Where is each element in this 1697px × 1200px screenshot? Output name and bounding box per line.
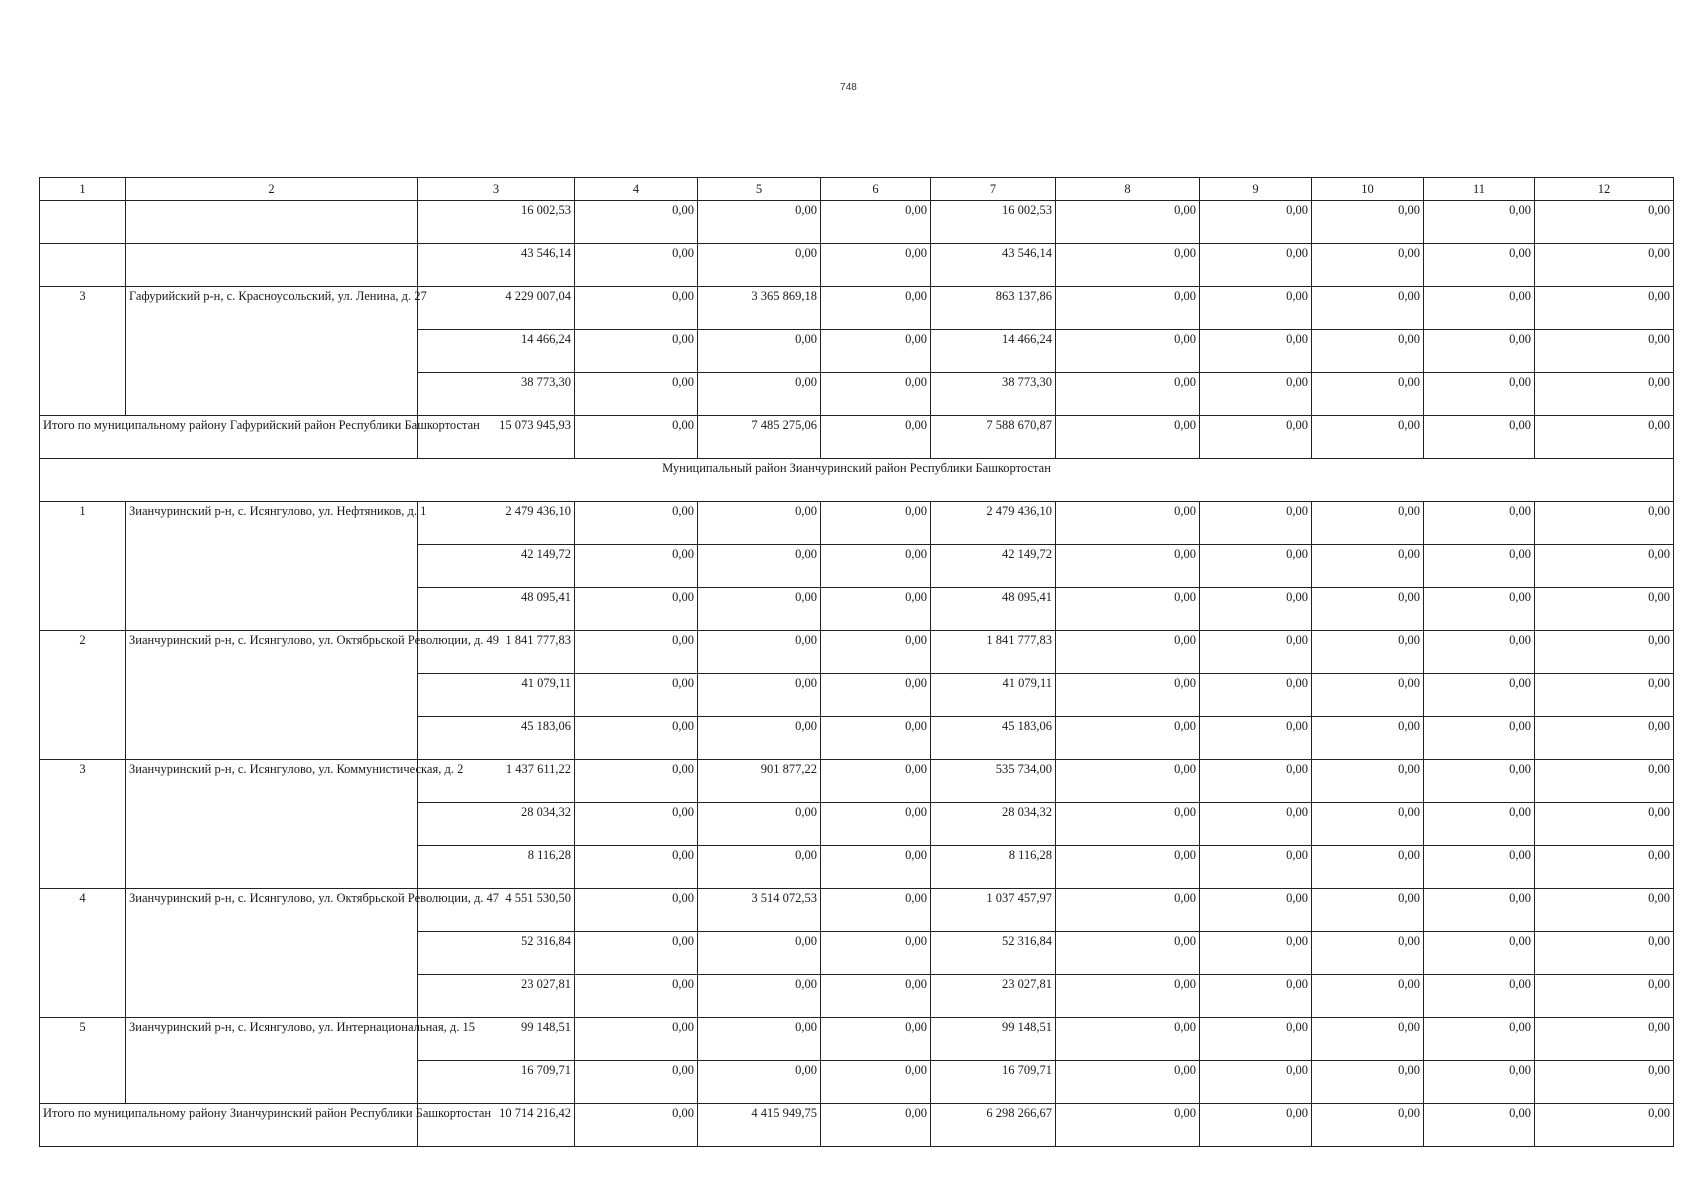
row-number: 2 xyxy=(40,631,126,760)
value-cell-col-4: 0,00 xyxy=(575,1104,698,1147)
value-cell-col-4: 0,00 xyxy=(575,975,698,1018)
value-cell-col-4: 0,00 xyxy=(575,932,698,975)
value-cell-col-9: 0,00 xyxy=(1200,760,1312,803)
value-cell-col-4: 0,00 xyxy=(575,846,698,889)
value-cell-col-8: 0,00 xyxy=(1056,373,1200,416)
column-header-11: 11 xyxy=(1424,178,1535,201)
value-cell-col-9: 0,00 xyxy=(1200,631,1312,674)
value-cell-col-6: 0,00 xyxy=(821,846,931,889)
value-cell-col-3: 1 437 611,22 xyxy=(418,760,575,803)
section-row xyxy=(40,459,1674,502)
value-cell-col-6: 0,00 xyxy=(821,717,931,760)
value-cell-col-10: 0,00 xyxy=(1312,416,1424,459)
value-cell-col-5: 0,00 xyxy=(698,803,821,846)
value-cell-col-12: 0,00 xyxy=(1535,889,1674,932)
value-cell-col-7: 48 095,41 xyxy=(931,588,1056,631)
value-cell-col-10: 0,00 xyxy=(1312,1061,1424,1104)
value-cell-col-9: 0,00 xyxy=(1200,846,1312,889)
header-row xyxy=(40,178,1674,201)
total-row xyxy=(40,416,1674,459)
value-cell-col-8: 0,00 xyxy=(1056,760,1200,803)
value-cell-col-9: 0,00 xyxy=(1200,975,1312,1018)
value-cell-col-4: 0,00 xyxy=(575,373,698,416)
value-cell-col-10: 0,00 xyxy=(1312,502,1424,545)
value-cell-col-9: 0,00 xyxy=(1200,416,1312,459)
column-header-4: 4 xyxy=(575,178,698,201)
value-cell-col-7: 14 466,24 xyxy=(931,330,1056,373)
value-cell-col-8: 0,00 xyxy=(1056,588,1200,631)
value-cell-col-11: 0,00 xyxy=(1424,889,1535,932)
total-label: Итого по муниципальному району Гафурийский район Республики Башкортостан xyxy=(40,416,418,459)
value-cell-col-7: 28 034,32 xyxy=(931,803,1056,846)
value-cell-col-6: 0,00 xyxy=(821,1061,931,1104)
value-cell-col-12: 0,00 xyxy=(1535,545,1674,588)
value-cell-col-5: 3 514 072,53 xyxy=(698,889,821,932)
value-cell-col-8: 0,00 xyxy=(1056,330,1200,373)
value-cell-col-3: 38 773,30 xyxy=(418,373,575,416)
value-cell-col-6: 0,00 xyxy=(821,1104,931,1147)
value-cell-col-12: 0,00 xyxy=(1535,846,1674,889)
value-cell-col-7: 8 116,28 xyxy=(931,846,1056,889)
value-cell-col-5: 0,00 xyxy=(698,373,821,416)
value-cell-col-3: 2 479 436,10 xyxy=(418,502,575,545)
value-cell-col-4: 0,00 xyxy=(575,803,698,846)
value-cell-col-11: 0,00 xyxy=(1424,1104,1535,1147)
value-cell-col-9: 0,00 xyxy=(1200,1018,1312,1061)
value-cell-col-11: 0,00 xyxy=(1424,975,1535,1018)
data-table xyxy=(39,177,1674,1147)
value-cell-col-6: 0,00 xyxy=(821,588,931,631)
value-cell-col-9: 0,00 xyxy=(1200,373,1312,416)
address-cell: Зианчуринский р-н, с. Исянгулово, ул. Нефтяников, д. 1 xyxy=(126,502,418,631)
value-cell-col-3: 16 709,71 xyxy=(418,1061,575,1104)
row-number: 3 xyxy=(40,760,126,889)
value-cell-col-10: 0,00 xyxy=(1312,674,1424,717)
value-cell-col-8: 0,00 xyxy=(1056,1061,1200,1104)
value-cell-col-5: 3 365 869,18 xyxy=(698,287,821,330)
value-cell-col-6: 0,00 xyxy=(821,975,931,1018)
value-cell-col-10: 0,00 xyxy=(1312,932,1424,975)
value-cell-col-7: 1 037 457,97 xyxy=(931,889,1056,932)
value-cell-col-7: 16 709,71 xyxy=(931,1061,1056,1104)
value-cell-col-6: 0,00 xyxy=(821,287,931,330)
value-cell-col-7: 7 588 670,87 xyxy=(931,416,1056,459)
section-title: Муниципальный район Зианчуринский район Республики Башкортостан xyxy=(40,459,1674,502)
value-cell-col-7: 6 298 266,67 xyxy=(931,1104,1056,1147)
value-cell-col-4: 0,00 xyxy=(575,588,698,631)
value-cell-col-7: 1 841 777,83 xyxy=(931,631,1056,674)
row-number xyxy=(40,244,126,287)
value-cell-col-5: 0,00 xyxy=(698,545,821,588)
value-cell-col-3: 8 116,28 xyxy=(418,846,575,889)
value-cell-col-10: 0,00 xyxy=(1312,545,1424,588)
column-header-2: 2 xyxy=(126,178,418,201)
value-cell-col-5: 0,00 xyxy=(698,502,821,545)
table-row xyxy=(40,1018,1674,1061)
total-row xyxy=(40,1104,1674,1147)
value-cell-col-7: 863 137,86 xyxy=(931,287,1056,330)
value-cell-col-5: 901 877,22 xyxy=(698,760,821,803)
value-cell-col-11: 0,00 xyxy=(1424,287,1535,330)
value-cell-col-7: 535 734,00 xyxy=(931,760,1056,803)
value-cell-col-9: 0,00 xyxy=(1200,545,1312,588)
value-cell-col-5: 0,00 xyxy=(698,631,821,674)
value-cell-col-10: 0,00 xyxy=(1312,846,1424,889)
value-cell-col-3: 28 034,32 xyxy=(418,803,575,846)
value-cell-col-11: 0,00 xyxy=(1424,846,1535,889)
table-row xyxy=(40,502,1674,545)
value-cell-col-8: 0,00 xyxy=(1056,545,1200,588)
value-cell-col-3: 41 079,11 xyxy=(418,674,575,717)
value-cell-col-5: 0,00 xyxy=(698,846,821,889)
value-cell-col-5: 0,00 xyxy=(698,201,821,244)
value-cell-col-3: 14 466,24 xyxy=(418,330,575,373)
address-cell xyxy=(126,244,418,287)
value-cell-col-11: 0,00 xyxy=(1424,244,1535,287)
value-cell-col-9: 0,00 xyxy=(1200,889,1312,932)
value-cell-col-3: 45 183,06 xyxy=(418,717,575,760)
column-header-10: 10 xyxy=(1312,178,1424,201)
value-cell-col-3: 48 095,41 xyxy=(418,588,575,631)
value-cell-col-5: 0,00 xyxy=(698,588,821,631)
value-cell-col-3: 4 551 530,50 xyxy=(418,889,575,932)
value-cell-col-9: 0,00 xyxy=(1200,717,1312,760)
value-cell-col-11: 0,00 xyxy=(1424,674,1535,717)
value-cell-col-7: 23 027,81 xyxy=(931,975,1056,1018)
value-cell-col-6: 0,00 xyxy=(821,674,931,717)
address-cell xyxy=(126,201,418,244)
value-cell-col-8: 0,00 xyxy=(1056,889,1200,932)
value-cell-col-10: 0,00 xyxy=(1312,717,1424,760)
value-cell-col-5: 0,00 xyxy=(698,330,821,373)
value-cell-col-6: 0,00 xyxy=(821,416,931,459)
value-cell-col-6: 0,00 xyxy=(821,889,931,932)
value-cell-col-3: 43 546,14 xyxy=(418,244,575,287)
table-row xyxy=(40,889,1674,932)
value-cell-col-9: 0,00 xyxy=(1200,588,1312,631)
value-cell-col-4: 0,00 xyxy=(575,201,698,244)
value-cell-col-6: 0,00 xyxy=(821,1018,931,1061)
value-cell-col-4: 0,00 xyxy=(575,244,698,287)
value-cell-col-12: 0,00 xyxy=(1535,330,1674,373)
value-cell-col-10: 0,00 xyxy=(1312,330,1424,373)
value-cell-col-12: 0,00 xyxy=(1535,1104,1674,1147)
value-cell-col-6: 0,00 xyxy=(821,502,931,545)
value-cell-col-12: 0,00 xyxy=(1535,201,1674,244)
value-cell-col-12: 0,00 xyxy=(1535,760,1674,803)
value-cell-col-11: 0,00 xyxy=(1424,201,1535,244)
value-cell-col-12: 0,00 xyxy=(1535,373,1674,416)
value-cell-col-9: 0,00 xyxy=(1200,287,1312,330)
column-header-5: 5 xyxy=(698,178,821,201)
value-cell-col-4: 0,00 xyxy=(575,502,698,545)
table-header xyxy=(40,178,1674,201)
value-cell-col-9: 0,00 xyxy=(1200,502,1312,545)
value-cell-col-7: 45 183,06 xyxy=(931,717,1056,760)
value-cell-col-3: 23 027,81 xyxy=(418,975,575,1018)
value-cell-col-11: 0,00 xyxy=(1424,631,1535,674)
value-cell-col-10: 0,00 xyxy=(1312,373,1424,416)
value-cell-col-6: 0,00 xyxy=(821,760,931,803)
value-cell-col-11: 0,00 xyxy=(1424,932,1535,975)
value-cell-col-3: 52 316,84 xyxy=(418,932,575,975)
value-cell-col-4: 0,00 xyxy=(575,760,698,803)
value-cell-col-12: 0,00 xyxy=(1535,674,1674,717)
value-cell-col-7: 41 079,11 xyxy=(931,674,1056,717)
column-header-6: 6 xyxy=(821,178,931,201)
value-cell-col-10: 0,00 xyxy=(1312,1104,1424,1147)
value-cell-col-3: 42 149,72 xyxy=(418,545,575,588)
table-row xyxy=(40,287,1674,330)
value-cell-col-5: 0,00 xyxy=(698,244,821,287)
value-cell-col-7: 43 546,14 xyxy=(931,244,1056,287)
row-number xyxy=(40,201,126,244)
value-cell-col-10: 0,00 xyxy=(1312,588,1424,631)
column-header-8: 8 xyxy=(1056,178,1200,201)
value-cell-col-12: 0,00 xyxy=(1535,588,1674,631)
value-cell-col-10: 0,00 xyxy=(1312,631,1424,674)
value-cell-col-8: 0,00 xyxy=(1056,846,1200,889)
value-cell-col-8: 0,00 xyxy=(1056,502,1200,545)
value-cell-col-7: 16 002,53 xyxy=(931,201,1056,244)
value-cell-col-8: 0,00 xyxy=(1056,244,1200,287)
value-cell-col-8: 0,00 xyxy=(1056,1018,1200,1061)
value-cell-col-9: 0,00 xyxy=(1200,674,1312,717)
value-cell-col-11: 0,00 xyxy=(1424,717,1535,760)
value-cell-col-9: 0,00 xyxy=(1200,201,1312,244)
value-cell-col-5: 0,00 xyxy=(698,932,821,975)
value-cell-col-11: 0,00 xyxy=(1424,1061,1535,1104)
value-cell-col-7: 52 316,84 xyxy=(931,932,1056,975)
value-cell-col-11: 0,00 xyxy=(1424,588,1535,631)
value-cell-col-4: 0,00 xyxy=(575,287,698,330)
table-row xyxy=(40,760,1674,803)
column-header-1: 1 xyxy=(40,178,126,201)
value-cell-col-8: 0,00 xyxy=(1056,287,1200,330)
value-cell-col-12: 0,00 xyxy=(1535,1018,1674,1061)
value-cell-col-4: 0,00 xyxy=(575,1061,698,1104)
value-cell-col-10: 0,00 xyxy=(1312,889,1424,932)
value-cell-col-10: 0,00 xyxy=(1312,201,1424,244)
table-body xyxy=(40,201,1674,1147)
value-cell-col-3: 4 229 007,04 xyxy=(418,287,575,330)
value-cell-col-8: 0,00 xyxy=(1056,201,1200,244)
address-cell: Зианчуринский р-н, с. Исянгулово, ул. Коммунистическая, д. 2 xyxy=(126,760,418,889)
column-header-12: 12 xyxy=(1535,178,1674,201)
value-cell-col-7: 2 479 436,10 xyxy=(931,502,1056,545)
value-cell-col-5: 0,00 xyxy=(698,674,821,717)
row-number: 4 xyxy=(40,889,126,1018)
value-cell-col-8: 0,00 xyxy=(1056,975,1200,1018)
value-cell-col-12: 0,00 xyxy=(1535,287,1674,330)
value-cell-col-8: 0,00 xyxy=(1056,631,1200,674)
value-cell-col-12: 0,00 xyxy=(1535,803,1674,846)
column-header-9: 9 xyxy=(1200,178,1312,201)
value-cell-col-6: 0,00 xyxy=(821,803,931,846)
value-cell-col-11: 0,00 xyxy=(1424,803,1535,846)
value-cell-col-5: 0,00 xyxy=(698,717,821,760)
value-cell-col-10: 0,00 xyxy=(1312,287,1424,330)
value-cell-col-8: 0,00 xyxy=(1056,803,1200,846)
value-cell-col-5: 7 485 275,06 xyxy=(698,416,821,459)
value-cell-col-5: 0,00 xyxy=(698,975,821,1018)
value-cell-col-4: 0,00 xyxy=(575,1018,698,1061)
value-cell-col-4: 0,00 xyxy=(575,674,698,717)
row-number: 5 xyxy=(40,1018,126,1104)
value-cell-col-8: 0,00 xyxy=(1056,674,1200,717)
value-cell-col-9: 0,00 xyxy=(1200,803,1312,846)
value-cell-col-8: 0,00 xyxy=(1056,932,1200,975)
value-cell-col-8: 0,00 xyxy=(1056,717,1200,760)
value-cell-col-8: 0,00 xyxy=(1056,1104,1200,1147)
value-cell-col-11: 0,00 xyxy=(1424,416,1535,459)
value-cell-col-11: 0,00 xyxy=(1424,330,1535,373)
value-cell-col-6: 0,00 xyxy=(821,932,931,975)
value-cell-col-11: 0,00 xyxy=(1424,502,1535,545)
value-cell-col-8: 0,00 xyxy=(1056,416,1200,459)
value-cell-col-6: 0,00 xyxy=(821,631,931,674)
row-number: 1 xyxy=(40,502,126,631)
value-cell-col-11: 0,00 xyxy=(1424,1018,1535,1061)
value-cell-col-7: 38 773,30 xyxy=(931,373,1056,416)
value-cell-col-12: 0,00 xyxy=(1535,244,1674,287)
value-cell-col-4: 0,00 xyxy=(575,631,698,674)
value-cell-col-11: 0,00 xyxy=(1424,545,1535,588)
value-cell-col-12: 0,00 xyxy=(1535,1061,1674,1104)
value-cell-col-4: 0,00 xyxy=(575,416,698,459)
value-cell-col-3: 1 841 777,83 xyxy=(418,631,575,674)
value-cell-col-6: 0,00 xyxy=(821,201,931,244)
value-cell-col-11: 0,00 xyxy=(1424,373,1535,416)
column-header-7: 7 xyxy=(931,178,1056,201)
value-cell-col-4: 0,00 xyxy=(575,889,698,932)
table-row xyxy=(40,631,1674,674)
value-cell-col-10: 0,00 xyxy=(1312,975,1424,1018)
table-row xyxy=(40,244,1674,287)
value-cell-col-10: 0,00 xyxy=(1312,244,1424,287)
value-cell-col-10: 0,00 xyxy=(1312,803,1424,846)
value-cell-col-12: 0,00 xyxy=(1535,416,1674,459)
value-cell-col-12: 0,00 xyxy=(1535,631,1674,674)
total-label: Итого по муниципальному району Зианчуринский район Республики Башкортостан xyxy=(40,1104,418,1147)
value-cell-col-5: 0,00 xyxy=(698,1061,821,1104)
value-cell-col-12: 0,00 xyxy=(1535,502,1674,545)
value-cell-col-12: 0,00 xyxy=(1535,717,1674,760)
value-cell-col-11: 0,00 xyxy=(1424,760,1535,803)
value-cell-col-10: 0,00 xyxy=(1312,760,1424,803)
value-cell-col-3: 10 714 216,42 xyxy=(418,1104,575,1147)
value-cell-col-3: 15 073 945,93 xyxy=(418,416,575,459)
value-cell-col-6: 0,00 xyxy=(821,330,931,373)
value-cell-col-7: 99 148,51 xyxy=(931,1018,1056,1061)
value-cell-col-4: 0,00 xyxy=(575,717,698,760)
address-cell: Зианчуринский р-н, с. Исянгулово, ул. Октябрьской Революции, д. 49 xyxy=(126,631,418,760)
value-cell-col-12: 0,00 xyxy=(1535,975,1674,1018)
row-number: 3 xyxy=(40,287,126,416)
table-row xyxy=(40,201,1674,244)
value-cell-col-9: 0,00 xyxy=(1200,932,1312,975)
value-cell-col-3: 16 002,53 xyxy=(418,201,575,244)
value-cell-col-7: 42 149,72 xyxy=(931,545,1056,588)
value-cell-col-12: 0,00 xyxy=(1535,932,1674,975)
value-cell-col-6: 0,00 xyxy=(821,545,931,588)
value-cell-col-4: 0,00 xyxy=(575,330,698,373)
column-header-3: 3 xyxy=(418,178,575,201)
value-cell-col-5: 0,00 xyxy=(698,1018,821,1061)
value-cell-col-4: 0,00 xyxy=(575,545,698,588)
address-cell: Гафурийский р-н, с. Красноусольский, ул. Ленина, д. 27 xyxy=(126,287,418,416)
value-cell-col-9: 0,00 xyxy=(1200,330,1312,373)
page-number: 748 xyxy=(840,82,857,93)
value-cell-col-6: 0,00 xyxy=(821,244,931,287)
value-cell-col-5: 4 415 949,75 xyxy=(698,1104,821,1147)
value-cell-col-9: 0,00 xyxy=(1200,244,1312,287)
value-cell-col-9: 0,00 xyxy=(1200,1061,1312,1104)
value-cell-col-3: 99 148,51 xyxy=(418,1018,575,1061)
address-cell: Зианчуринский р-н, с. Исянгулово, ул. Интернациональная, д. 15 xyxy=(126,1018,418,1104)
address-cell: Зианчуринский р-н, с. Исянгулово, ул. Октябрьской Революции, д. 47 xyxy=(126,889,418,1018)
value-cell-col-6: 0,00 xyxy=(821,373,931,416)
value-cell-col-9: 0,00 xyxy=(1200,1104,1312,1147)
value-cell-col-10: 0,00 xyxy=(1312,1018,1424,1061)
